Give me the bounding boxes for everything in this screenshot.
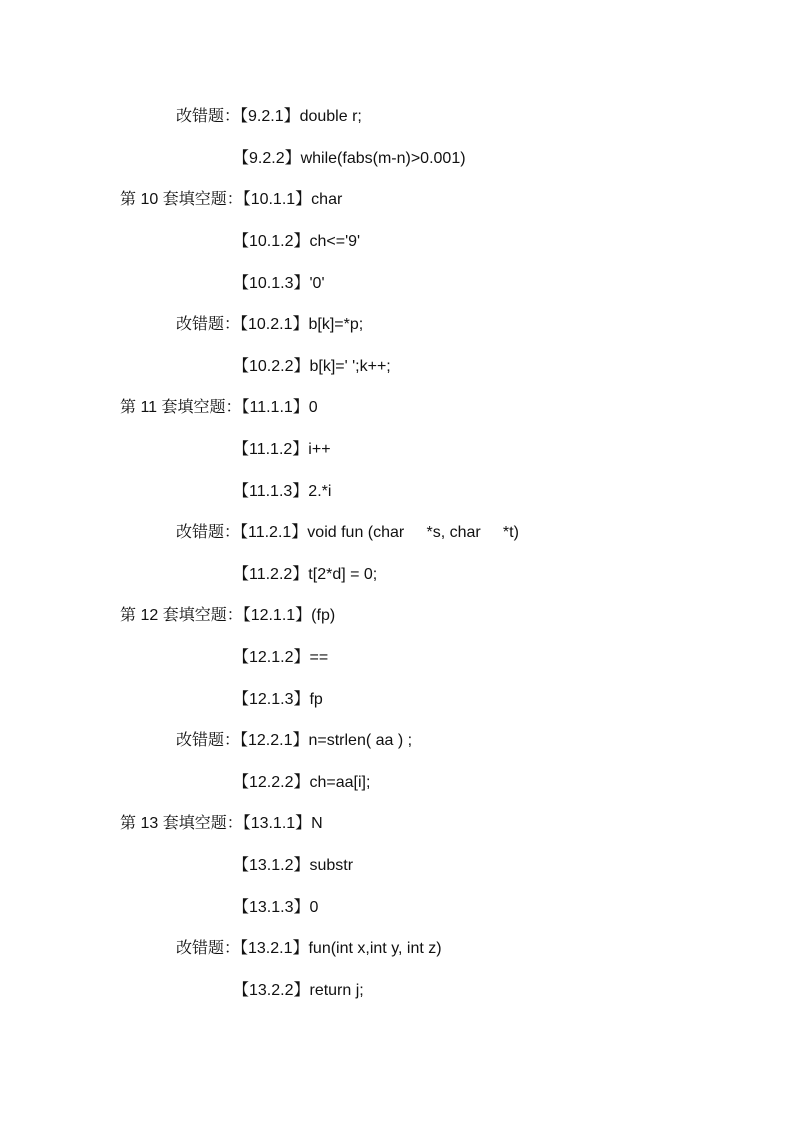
fill-item-10-1-2: 【10.1.2】ch<='9' bbox=[233, 233, 361, 250]
fill-item-13-1-2: 【13.1.2】substr bbox=[233, 857, 354, 874]
fill-item-12-1-3: 【12.1.3】fp bbox=[233, 691, 323, 708]
set-13-fill-heading: 第 13 套填空题：【13.1.1】N bbox=[120, 815, 323, 832]
fix-item-13-2-1: 改错题：【13.2.1】fun(int x,int y, int z) bbox=[176, 940, 442, 957]
fix-item-12-2-1: 改错题：【12.2.1】n=strlen( aa ) ; bbox=[176, 732, 413, 749]
fix-item-9-2-2: 【9.2.2】while(fabs(m-n)>0.001) bbox=[233, 150, 466, 167]
fix-item-10-2-1: 改错题：【10.2.1】b[k]=*p; bbox=[176, 316, 364, 333]
fix-item-13-2-2: 【13.2.2】return j; bbox=[233, 982, 364, 999]
set-10-fill-heading: 第 10 套填空题：【10.1.1】char bbox=[120, 191, 343, 208]
fill-item-11-1-2: 【11.1.2】i++ bbox=[233, 441, 331, 458]
fill-item-11-1-3: 【11.1.3】2.*i bbox=[233, 483, 332, 500]
fill-item-13-1-3: 【13.1.3】0 bbox=[233, 899, 319, 916]
set-11-fill-heading: 第 11 套填空题：【11.1.1】0 bbox=[120, 399, 318, 416]
fix-item-9-2-1: 改错题：【9.2.1】double r; bbox=[176, 108, 362, 125]
fix-item-12-2-2: 【12.2.2】ch=aa[i]; bbox=[233, 774, 371, 791]
fix-item-10-2-2: 【10.2.2】b[k]=' ';k++; bbox=[233, 358, 391, 375]
fill-item-10-1-3: 【10.1.3】'0' bbox=[233, 275, 325, 292]
fill-item-12-1-2: 【12.1.2】== bbox=[233, 649, 329, 666]
fix-item-11-2-2: 【11.2.2】t[2*d] = 0; bbox=[233, 566, 378, 583]
fix-item-11-2-1: 改错题：【11.2.1】void fun (char *s, char *t) bbox=[176, 524, 519, 541]
set-12-fill-heading: 第 12 套填空题：【12.1.1】(fp) bbox=[120, 607, 336, 624]
